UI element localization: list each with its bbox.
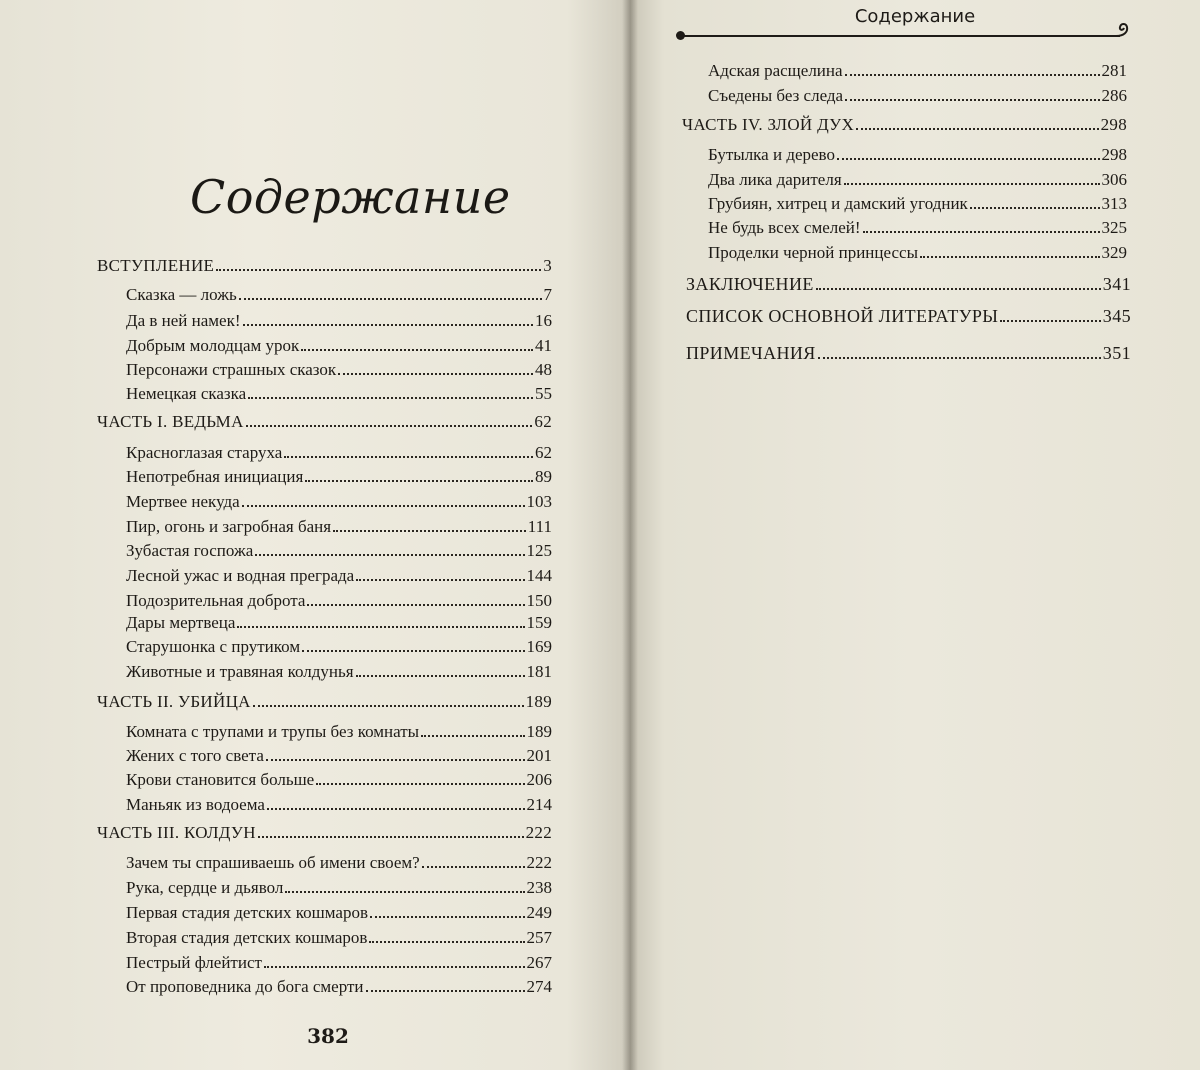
- dot-leader: [422, 866, 525, 868]
- toc-entry: [126, 443, 552, 463]
- dot-leader: [920, 256, 1100, 258]
- toc-entry-page: 111: [527, 517, 552, 536]
- toc-entry-title: Жених с того света: [126, 746, 264, 765]
- toc-entry-title: Проделки черной принцессы: [708, 243, 918, 262]
- dot-leader: [970, 207, 1100, 209]
- toc-entry-title: Вторая стадия детских кошмаров: [126, 928, 368, 947]
- toc-entry-page: 222: [526, 853, 552, 872]
- toc-entry-title: Крови становится больше: [126, 770, 315, 789]
- toc-entry: [126, 566, 552, 586]
- toc-entry-title: Зубастая госпожа: [126, 541, 254, 560]
- toc-entry-title: ЗАКЛЮЧЕНИЕ: [686, 274, 814, 294]
- dot-leader: [421, 735, 524, 737]
- dot-leader: [216, 269, 541, 271]
- toc-entry-title: Непотребная инициация: [126, 467, 304, 486]
- dot-leader: [856, 128, 1099, 130]
- book-gutter: [622, 0, 638, 1070]
- toc-section-entry: [97, 823, 552, 843]
- toc-entry: [126, 770, 552, 790]
- toc-entry: [126, 492, 552, 512]
- header-rule: [680, 35, 1120, 37]
- toc-entry: [126, 853, 552, 873]
- dot-leader: [1000, 320, 1100, 322]
- dot-leader: [837, 158, 1100, 160]
- toc-entry: [126, 336, 552, 356]
- toc-entry: [126, 613, 552, 633]
- toc-entry-page: 214: [526, 795, 552, 814]
- toc-entry-page: 201: [526, 746, 552, 765]
- toc-entry-page: 238: [526, 878, 552, 897]
- toc-entry-title: Красноглазая старуха: [126, 443, 283, 462]
- dot-leader: [267, 808, 525, 810]
- toc-entry: [126, 662, 552, 682]
- toc-entry: [708, 86, 1127, 106]
- toc-entry-title: Добрым молодцам урок: [126, 336, 300, 355]
- toc-entry-page: 257: [526, 928, 552, 947]
- toc-section-entry: [97, 412, 552, 432]
- toc-entry-title: Бутылка и дерево: [708, 145, 835, 164]
- toc-section-entry: [686, 306, 1131, 326]
- dot-leader: [333, 530, 526, 532]
- toc-entry-title: Комната с трупами и трупы без комнаты: [126, 722, 420, 741]
- toc-entry-title: ВСТУПЛЕНИЕ: [97, 256, 215, 275]
- dot-leader: [239, 298, 542, 300]
- toc-entry-page: 249: [526, 903, 552, 922]
- toc-entry-title: Не будь всех смелей!: [708, 218, 861, 237]
- page-number: 382: [307, 1024, 349, 1048]
- toc-entry-title: ПРИМЕЧАНИЯ: [686, 343, 816, 363]
- toc-entry-page: 189: [525, 692, 552, 711]
- dot-leader: [863, 231, 1100, 233]
- toc-entry-title: От проповедника до бога смерти: [126, 977, 364, 996]
- toc-entry-page: 169: [526, 637, 552, 656]
- dot-leader: [316, 783, 524, 785]
- toc-entry-title: Съедены без следа: [708, 86, 844, 105]
- toc-entry: [126, 953, 552, 973]
- toc-entry: [126, 311, 552, 331]
- toc-entry: [126, 384, 552, 404]
- toc-entry: [708, 61, 1127, 81]
- toc-entry-page: 41: [535, 336, 552, 355]
- toc-entry-title: Лесной ужас и водная преграда: [126, 566, 355, 585]
- dot-leader: [264, 966, 525, 968]
- dot-leader: [845, 99, 1099, 101]
- toc-section-entry: [686, 274, 1131, 294]
- dot-leader: [258, 836, 524, 838]
- dot-leader: [816, 288, 1101, 290]
- dot-leader: [266, 759, 525, 761]
- toc-entry: [126, 541, 552, 561]
- toc-section-entry: [682, 115, 1127, 135]
- toc-entry-title: Да в ней намек!: [126, 311, 241, 330]
- toc-entry: [708, 194, 1127, 214]
- toc-entry-page: 125: [526, 541, 552, 560]
- toc-entry-page: 222: [525, 823, 552, 842]
- toc-entry: [126, 517, 552, 537]
- toc-entry: [708, 218, 1127, 238]
- toc-entry-page: 313: [1101, 194, 1127, 213]
- toc-entry-page: 181: [526, 662, 552, 681]
- toc-entry-page: 62: [535, 443, 552, 462]
- toc-entry-title: Рука, сердце и дьявол: [126, 878, 284, 897]
- toc-entry: [126, 746, 552, 766]
- toc-entry-page: 329: [1101, 243, 1127, 262]
- toc-entry-title: Пир, огонь и загробная баня: [126, 517, 332, 536]
- dot-leader: [246, 425, 533, 427]
- toc-entry-title: Маньяк из водоема: [126, 795, 265, 814]
- toc-entry-page: 159: [526, 613, 552, 632]
- toc-entry-title: Пестрый флейтист: [126, 953, 262, 972]
- dot-leader: [338, 373, 533, 375]
- toc-entry-page: 274: [526, 977, 552, 996]
- toc-entry-page: 189: [526, 722, 552, 741]
- page-title: Содержание: [190, 170, 511, 224]
- toc-entry: [126, 360, 552, 380]
- toc-entry-page: 16: [535, 311, 552, 330]
- toc-entry-title: Мертвее некуда: [126, 492, 240, 511]
- toc-entry: [126, 977, 552, 997]
- dot-leader: [305, 480, 533, 482]
- dot-leader: [307, 604, 524, 606]
- toc-entry-page: 144: [526, 566, 552, 585]
- dot-leader: [243, 324, 533, 326]
- toc-entry-title: Старушонка с прутиком: [126, 637, 301, 656]
- toc-entry-page: 3: [543, 256, 552, 275]
- toc-entry-page: 298: [1100, 115, 1127, 134]
- toc-entry-title: Подозрительная доброта: [126, 591, 306, 610]
- toc-entry-page: 103: [526, 492, 552, 511]
- dot-leader: [366, 990, 525, 992]
- toc-entry-page: 89: [535, 467, 552, 486]
- dot-leader: [370, 916, 525, 918]
- toc-entry-page: 306: [1101, 170, 1127, 189]
- toc-entry-title: Адская расщелина: [708, 61, 843, 80]
- dot-leader: [302, 650, 524, 652]
- dot-leader: [255, 554, 524, 556]
- toc-entry-title: Животные и травяная колдунья: [126, 662, 354, 681]
- dot-leader: [284, 456, 533, 458]
- dot-leader: [818, 357, 1101, 359]
- toc-section-entry: [97, 692, 552, 712]
- toc-entry-page: 345: [1102, 306, 1131, 326]
- dot-leader: [285, 891, 524, 893]
- toc-entry-title: Зачем ты спрашиваешь об имени своем?: [126, 853, 420, 872]
- toc-entry-page: 341: [1102, 274, 1131, 294]
- toc-entry-title: ЧАСТЬ III. КОЛДУН: [97, 823, 256, 842]
- dot-leader: [369, 941, 524, 943]
- toc-entry: [126, 795, 552, 815]
- toc-entry-title: ЧАСТЬ II. УБИЙЦА: [97, 692, 251, 711]
- toc-entry: [126, 637, 552, 657]
- toc-entry-page: 351: [1102, 343, 1131, 363]
- toc-entry: [126, 591, 552, 611]
- toc-entry-title: Первая стадия детских кошмаров: [126, 903, 368, 922]
- toc-entry-page: 298: [1101, 145, 1127, 164]
- toc-entry: [126, 878, 552, 898]
- dot-leader: [356, 675, 525, 677]
- toc-entry: [708, 243, 1127, 263]
- running-head: Содержание: [854, 6, 976, 27]
- toc-entry-title: Дары мертвеца: [126, 613, 236, 632]
- toc-entry: [126, 928, 552, 948]
- toc-entry: [126, 467, 552, 487]
- toc-entry-page: 62: [534, 412, 552, 431]
- toc-entry-page: 7: [543, 285, 552, 304]
- toc-entry: [126, 285, 552, 305]
- toc-entry-page: 267: [526, 953, 552, 972]
- toc-entry-page: 286: [1101, 86, 1127, 105]
- toc-entry-title: Немецкая сказка: [126, 384, 247, 403]
- dot-leader: [844, 183, 1100, 185]
- dot-leader: [356, 579, 524, 581]
- toc-entry-page: 150: [526, 591, 552, 610]
- toc-entry-page: 206: [526, 770, 552, 789]
- toc-entry: [126, 722, 552, 742]
- toc-entry-title: Два лика дарителя: [708, 170, 842, 189]
- toc-entry-page: 55: [535, 384, 552, 403]
- toc-entry-title: Грубиян, хитрец и дамский угодник: [708, 194, 968, 213]
- dot-leader: [237, 626, 524, 628]
- toc-entry: [708, 170, 1127, 190]
- ornament-curl-icon: [1114, 20, 1130, 38]
- toc-entry: [126, 903, 552, 923]
- dot-leader: [253, 705, 524, 707]
- toc-section-entry: [686, 343, 1131, 363]
- toc-entry: [708, 145, 1127, 165]
- dot-leader: [248, 397, 533, 399]
- toc-section-entry: [97, 256, 552, 276]
- dot-leader: [845, 74, 1100, 76]
- dot-leader: [242, 505, 525, 507]
- toc-entry-page: 48: [535, 360, 552, 379]
- toc-entry-title: СПИСОК ОСНОВНОЙ ЛИТЕРАТУРЫ: [686, 306, 999, 326]
- toc-entry-page: 281: [1101, 61, 1127, 80]
- toc-entry-title: ЧАСТЬ I. ВЕДЬМА: [97, 412, 244, 431]
- toc-entry-title: Сказка — ложь: [126, 285, 237, 304]
- toc-entry-page: 325: [1101, 218, 1127, 237]
- toc-entry-title: ЧАСТЬ IV. ЗЛОЙ ДУХ: [682, 115, 855, 134]
- toc-entry-title: Персонажи страшных сказок: [126, 360, 337, 379]
- dot-leader: [301, 349, 533, 351]
